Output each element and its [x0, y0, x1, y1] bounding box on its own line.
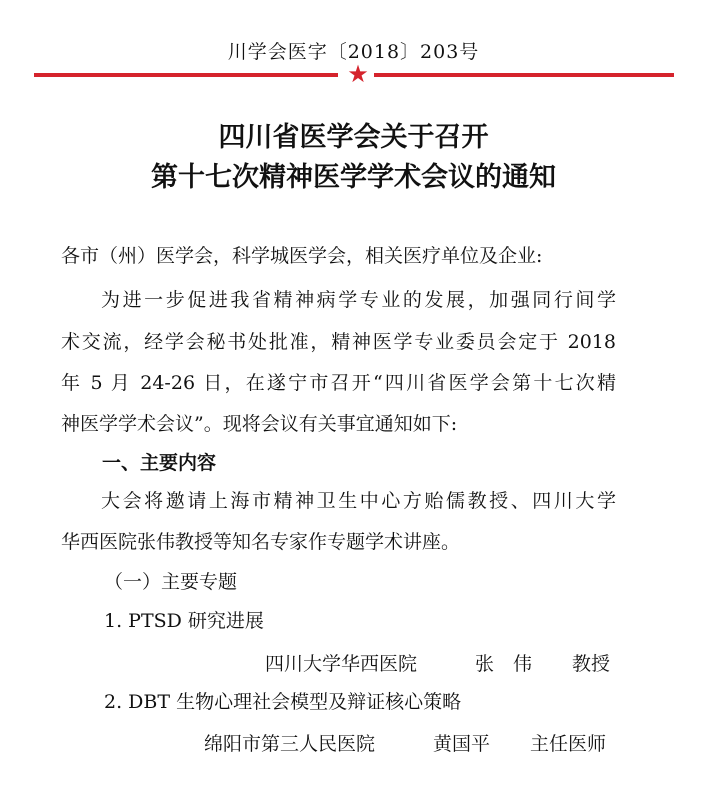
salutation: 各市（州）医学会，科学城医学会，相关医疗单位及企业:: [61, 245, 543, 267]
document-title-line-2: 第十七次精神医学学术会议的通知: [151, 162, 556, 193]
header-divider-left: [34, 73, 338, 77]
document-number: 川学会医字〔2018〕203号: [227, 41, 480, 63]
star-icon: ★: [347, 60, 369, 88]
topic-1-institution: 四川大学华西医院: [265, 653, 418, 675]
paragraph-1-line-3: 年 5 月 24-26 日，在遂宁市召开“四川省医学会第十七次精: [61, 372, 616, 394]
subsection-heading-topics: （一）主要专题: [104, 571, 238, 593]
topic-2-speaker: 黄国平: [433, 733, 491, 755]
document-title-line-1: 四川省医学会关于召开: [218, 122, 489, 153]
topic-1-position: 教授: [572, 653, 611, 675]
topic-1-speaker: 张 伟: [475, 653, 533, 675]
paragraph-2-line-2: 华西医院张伟教授等知名专家作专题学术讲座。: [61, 531, 461, 553]
topic-1-title: 1. PTSD 研究进展: [104, 610, 264, 632]
section-heading-main-content: 一、主要内容: [102, 452, 217, 474]
paragraph-1-line-2: 术交流，经学会秘书处批准，精神医学专业委员会定于 2018: [61, 331, 616, 353]
paragraph-2-line-1: 大会将邀请上海市精神卫生中心方贻儒教授、四川大学: [101, 490, 616, 512]
topic-2-position: 主任医师: [530, 733, 607, 755]
topic-2-institution: 绵阳市第三人民医院: [204, 733, 376, 755]
paragraph-1-line-1: 为进一步促进我省精神病学专业的发展，加强同行间学: [101, 289, 616, 311]
paragraph-1-line-4: 神医学学术会议”。现将会议有关事宜通知如下:: [61, 413, 458, 435]
topic-2-title: 2. DBT 生物心理社会模型及辩证核心策略: [104, 691, 462, 713]
header-divider-right: [374, 73, 674, 77]
